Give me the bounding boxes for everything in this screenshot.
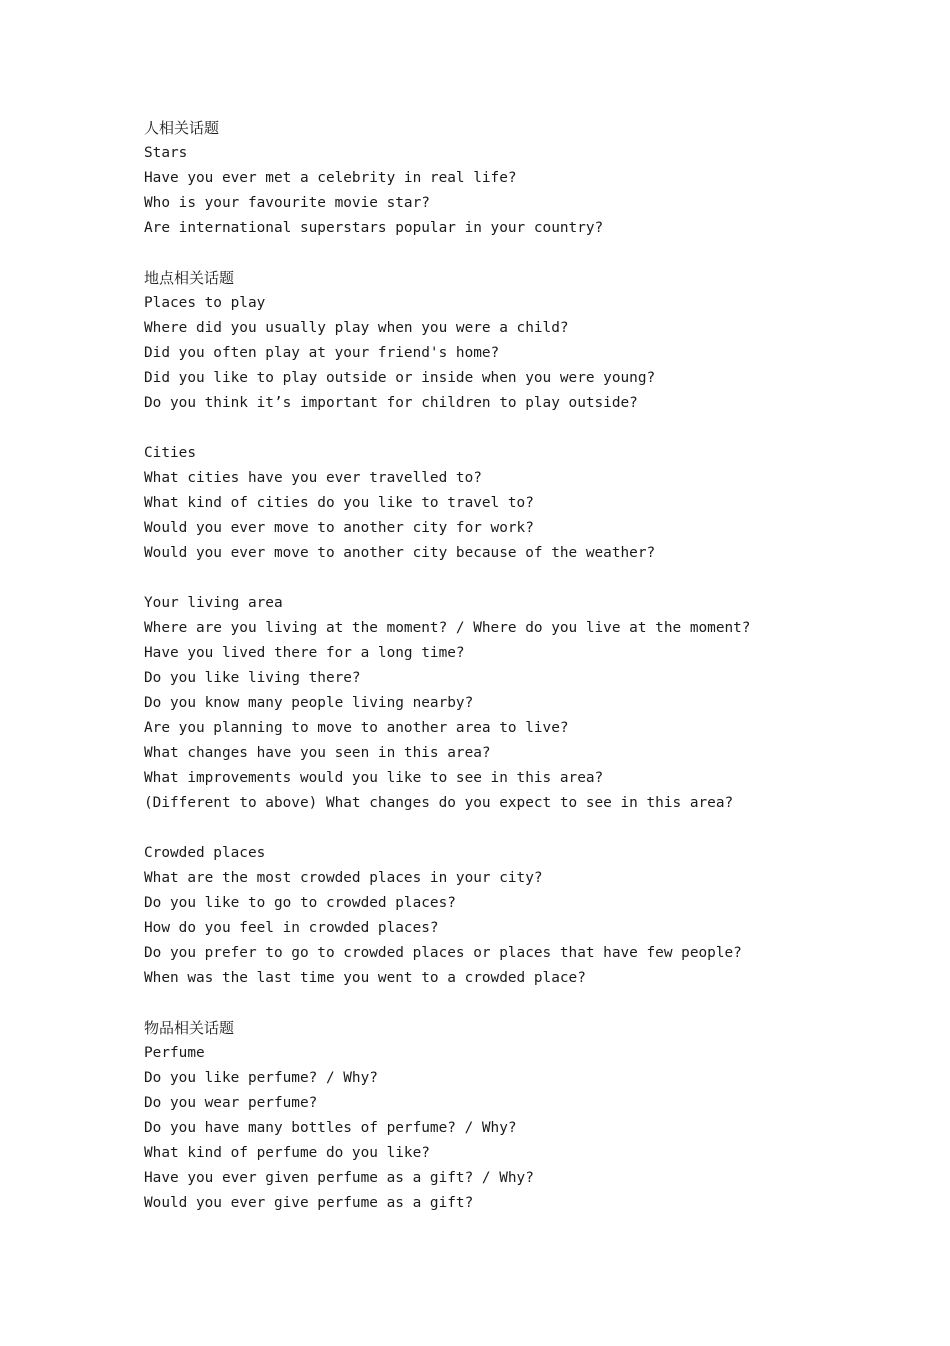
question-line: What kind of cities do you like to travel to?	[144, 495, 534, 511]
topic-title: Stars	[144, 145, 188, 161]
question-line: Would you ever move to another city for work?	[144, 520, 534, 536]
question-line: Do you have many bottles of perfume? / Why?	[144, 1120, 517, 1136]
section-gap	[144, 991, 904, 1016]
question-line: Do you think it’s important for children to play outside?	[144, 395, 638, 411]
question-line: What kind of perfume do you like?	[144, 1145, 430, 1161]
question-line: Do you know many people living nearby?	[144, 695, 474, 711]
section-gap	[144, 566, 904, 591]
topic-title: Cities	[144, 445, 196, 461]
question-line: What cities have you ever travelled to?	[144, 470, 482, 486]
section-gap	[144, 416, 904, 441]
topic-section	[144, 441, 904, 566]
question-line: Are you planning to move to another area to live?	[144, 720, 569, 736]
question-line: What improvements would you like to see in this area?	[144, 770, 604, 786]
question-line: Who is your favourite movie star?	[144, 195, 430, 211]
question-line: Have you ever given perfume as a gift? / Why?	[144, 1170, 534, 1186]
question-line: How do you feel in crowded places?	[144, 920, 439, 936]
question-line: Would you ever move to another city because of the weather?	[144, 545, 656, 561]
question-line: Where did you usually play when you were a child?	[144, 320, 569, 336]
topic-title: Places to play	[144, 295, 266, 311]
topic-title: Perfume	[144, 1045, 205, 1061]
question-line: Do you like perfume? / Why?	[144, 1070, 378, 1086]
question-line: (Different to above) What changes do you expect to see in this area?	[144, 795, 734, 811]
question-line: Do you like to go to crowded places?	[144, 895, 456, 911]
question-line: Did you often play at your friend's home?	[144, 345, 500, 361]
question-line: Do you prefer to go to crowded places or places that have few people?	[144, 945, 742, 961]
section-gap	[144, 816, 904, 841]
question-line: Do you like living there?	[144, 670, 361, 686]
question-line: Do you wear perfume?	[144, 1095, 318, 1111]
topic-section	[144, 116, 904, 241]
question-line: What changes have you seen in this area?	[144, 745, 491, 761]
topic-section	[144, 591, 904, 816]
question-line: When was the last time you went to a crowded place?	[144, 970, 586, 986]
question-line: Have you ever met a celebrity in real life?	[144, 170, 517, 186]
question-line: Did you like to play outside or inside when you were young?	[144, 370, 656, 386]
category-heading: 物品相关话题	[144, 1019, 235, 1037]
question-line: What are the most crowded places in your city?	[144, 870, 543, 886]
section-gap	[144, 241, 904, 266]
category-heading: 地点相关话题	[144, 269, 235, 287]
question-line: Where are you living at the moment? / Where do you live at the moment?	[144, 620, 751, 636]
topic-title: Your living area	[144, 595, 283, 611]
category-heading: 人相关话题	[144, 119, 220, 137]
topic-section	[144, 1016, 904, 1216]
topic-title: Crowded places	[144, 845, 266, 861]
question-line: Are international superstars popular in your country?	[144, 220, 604, 236]
topic-section	[144, 266, 904, 416]
document-page	[144, 116, 904, 1216]
question-line: Would you ever give perfume as a gift?	[144, 1195, 474, 1211]
question-line: Have you lived there for a long time?	[144, 645, 465, 661]
topic-section	[144, 841, 904, 991]
